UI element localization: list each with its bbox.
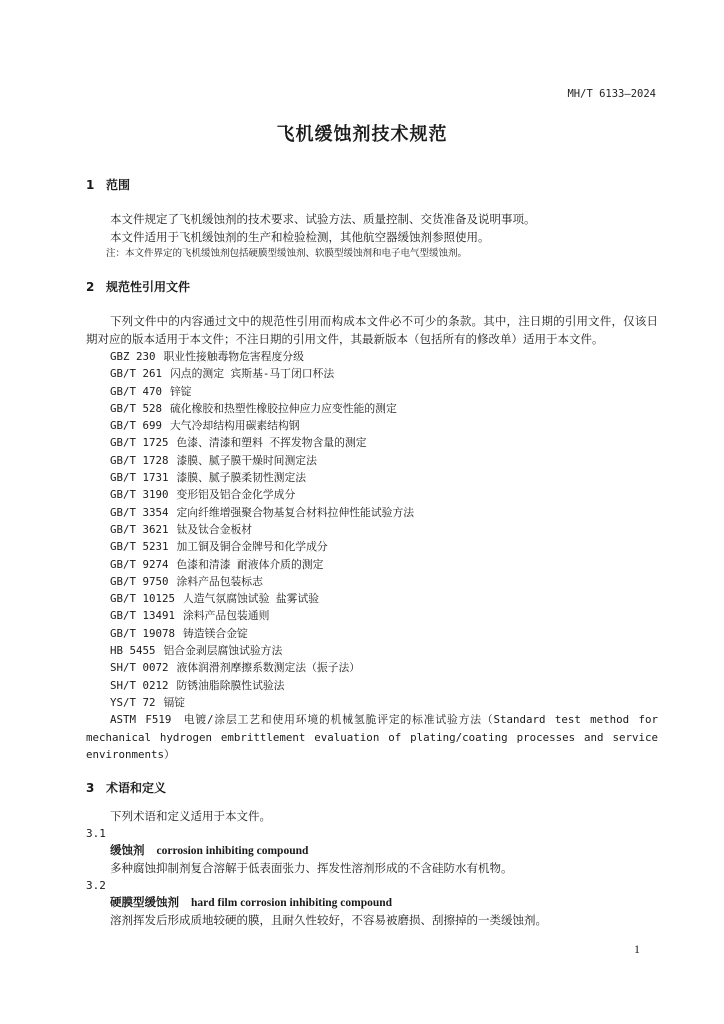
- reference-code: GB/T 19078: [110, 626, 176, 640]
- reference-title: 漆膜、腻子膜柔韧性测定法: [176, 471, 307, 485]
- reference-item: [86, 452, 658, 469]
- paragraph: 本文件规定了飞机缓蚀剂的技术要求、试验方法、质量控制、交货准备及说明事项。: [110, 212, 536, 226]
- reference-title: 液体润滑剂摩擦系数测定法（振子法）: [176, 661, 361, 675]
- section-number: 1: [86, 178, 95, 192]
- paragraph: 本文件适用于飞机缓蚀剂的生产和检验检测，其他航空器缓蚀剂参照使用。: [110, 230, 490, 244]
- reference-title: 人造气氛腐蚀试验 盐雾试验: [183, 592, 320, 606]
- section-1-heading: [86, 176, 658, 194]
- reference-item: [86, 556, 658, 573]
- reference-code: YS/T 72: [110, 695, 156, 709]
- reference-title: 色漆和清漆 耐液体介质的测定: [176, 557, 324, 571]
- section-3-heading: [86, 779, 658, 797]
- reference-title: 变形铝及铝合金化学成分: [176, 488, 296, 502]
- reference-code: SH/T 0072: [110, 661, 169, 675]
- reference-item: [86, 486, 658, 503]
- reference-item: [86, 400, 658, 417]
- reference-item: [86, 434, 658, 451]
- reference-title: 定向纤维增强聚合物基复合材料拉伸性能试验方法: [176, 505, 415, 519]
- reference-item: [86, 590, 658, 607]
- reference-item: [86, 677, 658, 694]
- reference-title: 铸造镁合金锭: [183, 626, 248, 640]
- term-zh: 硬膜型缓蚀剂: [110, 895, 179, 910]
- reference-item: [86, 642, 658, 659]
- reference-code: HB 5455: [110, 644, 156, 658]
- reference-item: [86, 365, 658, 382]
- reference-code: GB/T 261: [110, 367, 163, 381]
- reference-code: GB/T 10125: [110, 592, 176, 606]
- section-number: 3: [86, 781, 95, 796]
- reference-code: GB/T 13491: [110, 609, 176, 623]
- reference-code: GB/T 1731: [110, 471, 169, 485]
- reference-title: 漆膜、腻子膜干燥时间测定法: [176, 453, 317, 467]
- reference-code: GB/T 1725: [110, 436, 169, 450]
- reference-code: GB/T 1728: [110, 453, 169, 467]
- reference-item: [86, 469, 658, 486]
- reference-title: 防锈油脂除膜性试验法: [176, 678, 285, 692]
- reference-title: 铝合金剥层腐蚀试验方法: [163, 644, 283, 658]
- reference-code: GB/T 470: [110, 384, 163, 398]
- reference-code: GB/T 3354: [110, 505, 169, 519]
- reference-list: [86, 348, 658, 763]
- term-heading: [86, 894, 658, 912]
- reference-title: 大气冷却结构用碳素结构钢: [170, 419, 300, 433]
- reference-code: GB/T 9750: [110, 574, 169, 588]
- section-number: 2: [86, 280, 95, 294]
- reference-code: GB/T 5231: [110, 540, 169, 554]
- note: 注：本文件界定的飞机缓蚀剂包括硬膜型缓蚀剂、软膜型缓蚀剂和电子电气型缓蚀剂。: [106, 248, 468, 259]
- section-title: 术语和定义: [106, 781, 167, 796]
- reference-code: GB/T 9274: [110, 557, 169, 571]
- reference-item: [86, 694, 658, 711]
- reference-item: [86, 573, 658, 590]
- document-body: [86, 176, 658, 929]
- reference-title: 涂料产品包装通则: [183, 609, 270, 623]
- reference-code: SH/T 0212: [110, 678, 169, 692]
- page-number: 1: [634, 942, 640, 956]
- reference-title: 锌锭: [170, 384, 192, 398]
- reference-code: GB/T 528: [110, 401, 163, 415]
- reference-item: [86, 659, 658, 676]
- reference-item: [86, 417, 658, 434]
- term-definition: 多种腐蚀抑制剂复合溶解于低表面张力、挥发性溶剂形成的不含硅防水有机物。: [110, 861, 513, 876]
- reference-item: [86, 504, 658, 521]
- reference-title: 加工铜及铜合金牌号和化学成分: [176, 540, 328, 554]
- reference-item: [86, 348, 658, 365]
- term-zh: 缓蚀剂: [110, 843, 145, 858]
- standard-code: MH/T 6133—2024: [567, 88, 656, 100]
- section-title: 范围: [106, 178, 131, 192]
- reference-item: [86, 607, 658, 624]
- reference-title: 闪点的测定 宾斯基-马丁闭口杯法: [170, 367, 335, 381]
- term-en: corrosion inhibiting compound: [156, 845, 309, 858]
- document-title: 飞机缓蚀剂技术规范: [276, 124, 448, 145]
- term-en: hard film corrosion inhibiting compound: [191, 897, 393, 910]
- reference-item-astm: ASTM F519 电镀/涂层工艺和使用环境的机械氢脆评定的标准试验方法（Standard test method for mechanical hydrogen embrittlement evaluation of plating/coating processes and service environments）: [86, 713, 658, 761]
- term-number: 3.2: [86, 879, 106, 893]
- reference-code: GB/T 3621: [110, 522, 169, 536]
- term-definition: 溶剂挥发后形成质地较硬的膜，且耐久性较好，不容易被磨损、刮擦掉的一类缓蚀剂。: [110, 913, 547, 928]
- reference-item: [86, 625, 658, 642]
- section-title: 规范性引用文件: [106, 280, 191, 294]
- reference-title: 硫化橡胶和热塑性橡胶拉伸应力应变性能的测定: [170, 401, 397, 415]
- reference-code: GB/T 3190: [110, 488, 169, 502]
- reference-title: 钛及钛合金板材: [176, 522, 253, 536]
- reference-title: 涂料产品包装标志: [176, 574, 263, 588]
- reference-code: GBZ 230: [110, 350, 156, 363]
- paragraph: 下列文件中的内容通过文中的规范性引用而构成本文件必不可少的条款。其中，注日期的引用文件，仅该日期对应的版本适用于本文件；不注日期的引用文件，其最新版本（包括所有的修改单）适用于本文件。: [86, 314, 658, 346]
- reference-item: [86, 521, 658, 538]
- reference-title: 色漆、清漆和塑料 不挥发物含量的测定: [176, 436, 367, 450]
- section-2-heading: [86, 278, 658, 296]
- reference-item: [86, 383, 658, 400]
- reference-code: GB/T 699: [110, 419, 163, 433]
- reference-item: [86, 538, 658, 555]
- reference-title: 职业性接触毒物危害程度分级: [163, 350, 304, 363]
- term-heading: [86, 842, 658, 860]
- term-number: 3.1: [86, 827, 106, 841]
- paragraph: 下列术语和定义适用于本文件。: [110, 809, 271, 824]
- reference-title: 镉锭: [163, 695, 186, 709]
